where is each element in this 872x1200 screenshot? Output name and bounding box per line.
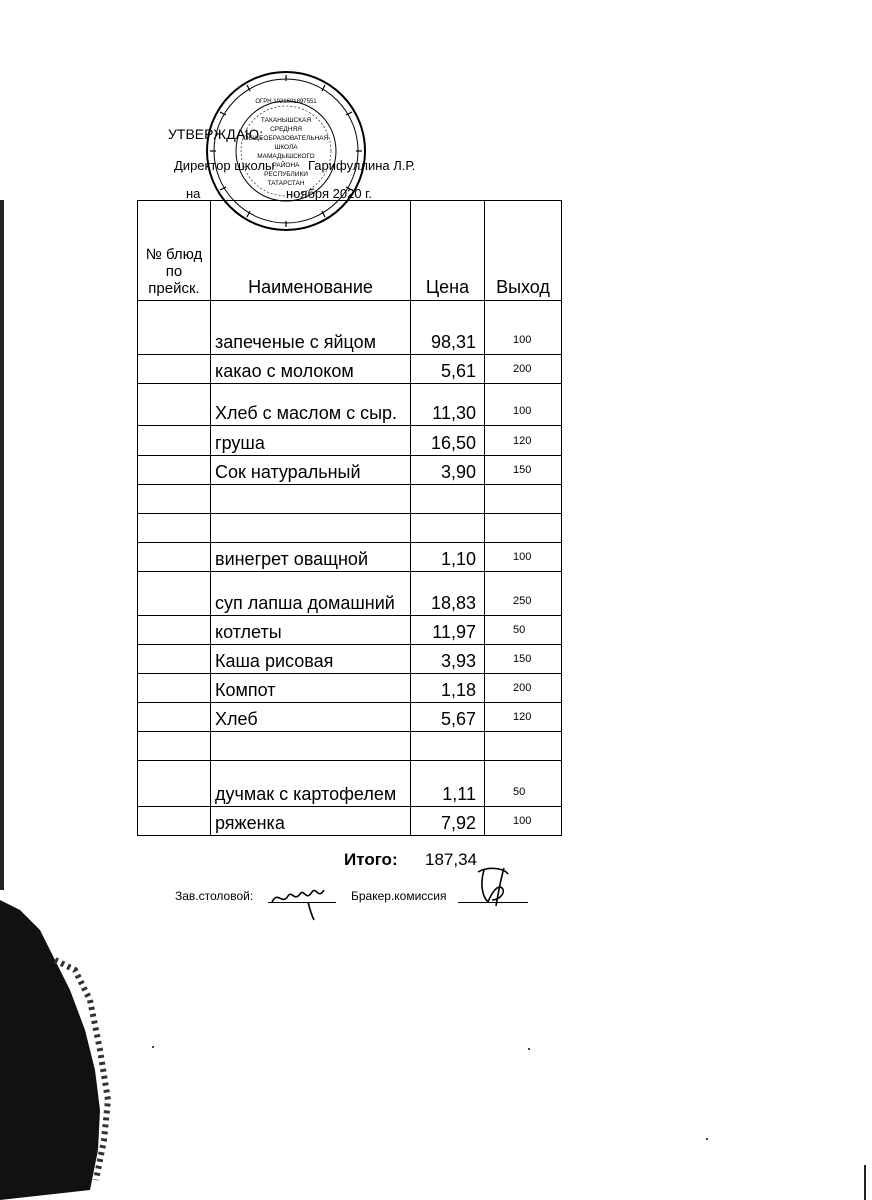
stamp-line-5: МАМАДЫШСКОГО xyxy=(257,153,315,160)
cell-dish-name: Хлеб с маслом с сыр. xyxy=(211,384,411,426)
cell-dish-number xyxy=(138,616,211,645)
cell-price: 3,90 xyxy=(411,456,485,485)
cell-dish-name: суп лапша домашний xyxy=(211,572,411,616)
cell-price xyxy=(411,485,485,514)
cell-price: 11,97 xyxy=(411,616,485,645)
table-row xyxy=(138,456,562,485)
cell-dish-number xyxy=(138,572,211,616)
cell-price: 18,83 xyxy=(411,572,485,616)
table-row xyxy=(138,426,562,456)
cell-price: 5,61 xyxy=(411,355,485,384)
commission-label: Бракер.комиссия xyxy=(351,889,447,903)
cell-output: 120 xyxy=(485,426,562,456)
scan-shadow xyxy=(0,900,120,1200)
table-row xyxy=(138,807,562,836)
approval-date: ноября 2020 г. xyxy=(286,186,372,201)
cell-output: 100 xyxy=(485,543,562,572)
table-row xyxy=(138,732,562,761)
stamp-line-8: ТАТАРСТАН xyxy=(267,180,305,187)
commission-signature xyxy=(470,862,520,912)
cell-dish-name: ряженка xyxy=(211,807,411,836)
table-row xyxy=(138,616,562,645)
header-price: Цена xyxy=(411,201,485,301)
scan-edge-right xyxy=(864,1165,866,1200)
cell-price: 16,50 xyxy=(411,426,485,456)
cell-dish-number xyxy=(138,543,211,572)
table-row xyxy=(138,645,562,674)
header-name: Наименование xyxy=(211,201,411,301)
table-row xyxy=(138,485,562,514)
cell-dish-name: котлеты xyxy=(211,616,411,645)
cell-price: 11,30 xyxy=(411,384,485,426)
cell-dish-name xyxy=(211,732,411,761)
cell-dish-name xyxy=(211,485,411,514)
stamp-line-6: РАЙОНА xyxy=(272,162,300,169)
cell-dish-name xyxy=(211,514,411,543)
canteen-signature xyxy=(268,872,338,922)
cell-output xyxy=(485,485,562,514)
cell-output xyxy=(485,514,562,543)
table-row xyxy=(138,761,562,807)
cell-dish-number xyxy=(138,355,211,384)
header-dish-number: № блюд по прейск. xyxy=(138,201,211,301)
cell-price: 5,67 xyxy=(411,703,485,732)
cell-output: 100 xyxy=(485,807,562,836)
table-row xyxy=(138,301,562,355)
table-row xyxy=(138,543,562,572)
stamp-line-3: ОБЩЕОБРАЗОВАТЕЛЬНАЯ xyxy=(243,135,329,142)
total-label: Итого: xyxy=(344,850,398,869)
table-row xyxy=(138,674,562,703)
cell-output: 100 xyxy=(485,384,562,426)
cell-output: 50 xyxy=(485,616,562,645)
cell-output: 150 xyxy=(485,645,562,674)
table-row xyxy=(138,703,562,732)
cell-dish-name: дучмак с картофелем xyxy=(211,761,411,807)
cell-price xyxy=(411,732,485,761)
total-value: 187,34 xyxy=(425,850,477,869)
cell-dish-number xyxy=(138,514,211,543)
cell-dish-number xyxy=(138,426,211,456)
stamp-code: ОГРН 1021601897551 xyxy=(255,99,317,105)
cell-price: 7,92 xyxy=(411,807,485,836)
cell-output: 200 xyxy=(485,674,562,703)
cell-dish-number xyxy=(138,456,211,485)
cell-dish-name: Компот xyxy=(211,674,411,703)
stamp-line-2: СРЕДНЯЯ xyxy=(270,126,302,133)
cell-dish-number xyxy=(138,807,211,836)
header-output: Выход xyxy=(485,201,562,301)
approval-date-label: на xyxy=(186,186,201,201)
cell-output: 50 xyxy=(485,761,562,807)
cell-dish-name: какао с молоком xyxy=(211,355,411,384)
cell-output: 250 xyxy=(485,572,562,616)
cell-dish-number xyxy=(138,703,211,732)
cell-price: 98,31 xyxy=(411,301,485,355)
cell-output: 200 xyxy=(485,355,562,384)
cell-dish-name: Каша рисовая xyxy=(211,645,411,674)
cell-output: 100 xyxy=(485,301,562,355)
cell-output: 120 xyxy=(485,703,562,732)
cell-dish-number xyxy=(138,301,211,355)
cell-output xyxy=(485,732,562,761)
cell-dish-number xyxy=(138,645,211,674)
cell-dish-number xyxy=(138,761,211,807)
scan-speck xyxy=(152,1046,154,1048)
scan-speck xyxy=(528,1048,530,1050)
cell-price: 3,93 xyxy=(411,645,485,674)
cell-dish-name: запеченые с яйцом xyxy=(211,301,411,355)
scan-speck xyxy=(706,1138,708,1140)
cell-price: 1,18 xyxy=(411,674,485,703)
cell-dish-name: Сок натуральный xyxy=(211,456,411,485)
approval-director-name: Гарифуллина Л.Р. xyxy=(308,158,416,173)
cell-dish-name: груша xyxy=(211,426,411,456)
cell-dish-number xyxy=(138,732,211,761)
menu-table xyxy=(137,200,562,836)
cell-price: 1,11 xyxy=(411,761,485,807)
table-row xyxy=(138,384,562,426)
table-row xyxy=(138,514,562,543)
table-row xyxy=(138,355,562,384)
approval-director-label: Директор школы xyxy=(174,158,275,173)
table-row xyxy=(138,572,562,616)
approval-title: УТВЕРЖДАЮ: xyxy=(168,126,264,142)
cell-dish-name: винегрет оващной xyxy=(211,543,411,572)
cell-dish-number xyxy=(138,485,211,514)
cell-dish-number xyxy=(138,674,211,703)
stamp-line-7: РЕСПУБЛИКИ xyxy=(264,171,308,178)
cell-dish-number xyxy=(138,384,211,426)
canteen-manager-label: Зав.столовой: xyxy=(175,889,254,903)
stamp-line-4: ШКОЛА xyxy=(274,144,298,151)
table-header-row xyxy=(138,201,562,301)
cell-output: 150 xyxy=(485,456,562,485)
cell-price xyxy=(411,514,485,543)
stamp-line-1: ТАКАНЫШСКАЯ xyxy=(260,117,312,124)
cell-price: 1,10 xyxy=(411,543,485,572)
scan-edge-left xyxy=(0,200,4,890)
cell-dish-name: Хлеб xyxy=(211,703,411,732)
